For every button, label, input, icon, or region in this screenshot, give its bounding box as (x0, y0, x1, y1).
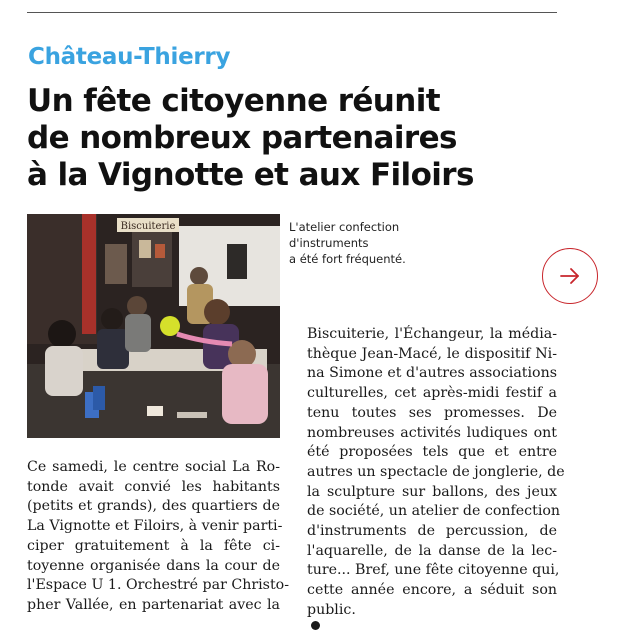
body-line: (petits et grands), des quartiers de (27, 498, 280, 515)
body-line: Biscuiterie, l'Échangeur, la média- (307, 326, 557, 342)
body-line: ture... Bref, une fête citoyenne qui, (307, 562, 560, 579)
body-line: La Vignotte et Filoirs, à venir parti- (27, 518, 283, 535)
caption-line: d'instruments (289, 236, 369, 250)
body-line: cette année encore, a séduit son (307, 582, 557, 599)
caption-line: a été fort fréquenté. (289, 252, 406, 266)
headline-line: de nombreux partenaires (27, 120, 457, 156)
end-of-article-bullet (311, 621, 320, 630)
caption-line: L'atelier confection (289, 220, 400, 234)
body-line: la sculpture sur ballons, des jeux (307, 483, 557, 500)
body-line: été proposées tels que et entre (307, 444, 557, 461)
body-line: culturelles, cet après-midi festif a (307, 385, 557, 402)
photo-sign-text: Biscuiterie (120, 221, 176, 232)
body-line: l'Espace U 1. Orchestré par Christo- (27, 577, 290, 594)
body-line: l'aquarelle, de la danse de la lec- (307, 542, 557, 559)
article-body-column-2 (307, 325, 565, 630)
top-rule (27, 12, 557, 13)
body-line: Ce samedi, le centre social La Ro- (27, 459, 280, 475)
body-line: ciper gratuitement à la fête ci- (27, 537, 280, 554)
article-headline (27, 83, 587, 194)
body-line: toyenne organisée dans la cour de (27, 557, 280, 574)
arrow-right-icon (559, 265, 581, 287)
body-line: autres un spectacle de jonglerie, de (307, 463, 565, 480)
body-line: nombreuses activités ludiques ont (307, 424, 557, 441)
body-line-final (307, 601, 557, 630)
body-line: public. (307, 601, 356, 618)
headline-line: à la Vignotte et aux Filoirs (27, 157, 474, 193)
body-line: d'instruments de percussion, de (307, 523, 557, 540)
body-line: thèque Jean-Macé, le dispositif Ni- (307, 345, 557, 362)
headline-line: Un fête citoyenne réunit (27, 83, 440, 119)
body-line: tenu toutes ses promesses. De (307, 404, 557, 421)
article-body-column-1 (27, 458, 290, 616)
body-line: pher Vallée, en partenariat avec la (27, 596, 280, 613)
next-article-button[interactable] (542, 248, 598, 304)
article-photo (27, 214, 280, 438)
body-line: de société, un atelier de confection (307, 503, 561, 520)
photo-caption (289, 219, 489, 267)
article-kicker: Château-Thierry (28, 44, 231, 70)
body-line: na Simone et d'autres associations (307, 365, 557, 382)
body-line: tonde avait convié les habitants (27, 478, 280, 495)
